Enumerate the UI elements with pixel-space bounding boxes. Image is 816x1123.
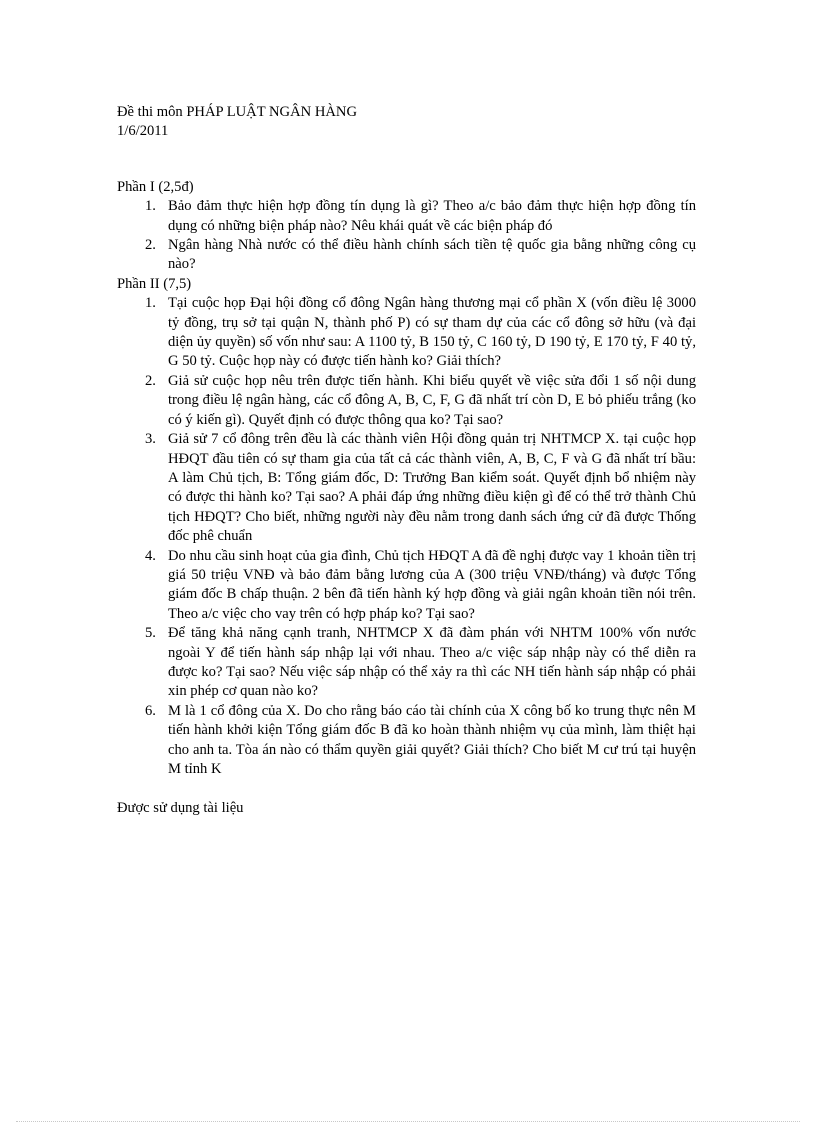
part-2-heading: Phần II (7,5): [117, 275, 192, 292]
spacer: [117, 779, 702, 799]
question-text: Giả sử cuộc họp nêu trên được tiến hành. Khi biểu quyết về việc sửa đổi 1 số nội dung trong điều lệ ngân hàng, các cổ đông A, B, C, F, G đã nhất trí còn D, E bỏ phiếu trắng (ko có ý kiến gì). Quyết định có được thông qua ko? Tại sao?: [168, 372, 696, 428]
part-2-question-list: [117, 294, 702, 779]
question-text: Tại cuộc họp Đại hội đồng cổ đông Ngân hàng thương mại cổ phần X (vốn điều lệ 3000 tỷ đồng, trụ sở tại quận N, thành phố P) có sự tham dự của các cổ đông sở hữu (và đại diện ủy quyền) số vốn như sau: A 1100 tỷ, B 150 tỷ, C 160 tỷ, D 190 tỷ, E 170 tỷ, F 40 tỷ, G 50 tỷ. Cuộc họp này có được tiến hành ko? Giải thích?: [168, 295, 696, 370]
question-text: Ngân hàng Nhà nước có thể điều hành chính sách tiền tệ quốc gia bằng những công cụ nào?: [168, 237, 696, 273]
question-item: [117, 702, 702, 780]
exam-title: Đề thi môn PHÁP LUẬT NGÂN HÀNG: [117, 104, 357, 120]
spacer: [117, 142, 702, 178]
exam-document: [117, 103, 702, 819]
exam-date: 1/6/2011: [117, 123, 169, 140]
part-1-section: [117, 178, 702, 275]
question-number: 5.: [145, 625, 156, 642]
question-item: [117, 197, 702, 236]
question-text: Giả sử 7 cổ đông trên đều là các thành viên Hội đồng quản trị NHTMCP X. tại cuộc họp HĐQT đầu tiên có sự tham gia của tất cả các thành viên, A, B, C, F và G đã nhất trí bầu: A làm Chủ tịch, B: Tổng giám đốc, D: Trưởng Ban kiểm soát. Quyết định bổ nhiệm này có được thi hành ko? Tại sao? A phải đáp ứng những điều kiện gì để có thể trở thành Chủ tịch HĐQT? Cho biết, những người này đều nằm trong danh sách ứng cử đã được Thống đốc phê chuẩn: [168, 431, 696, 545]
question-text: M là 1 cổ đông của X. Do cho rằng báo cáo tài chính của X công bố ko trung thực nên M tiến hành khởi kiện Tổng giám đốc B đã ko hoàn thành nhiệm vụ của mình, làm thiệt hại cho anh ta. Tòa án nào có thẩm quyền giải quyết? Giải thích? Cho biết M cư trú tại huyện M tỉnh K: [168, 702, 696, 777]
question-text: Để tăng khả năng cạnh tranh, NHTMCP X đã đàm phán với NHTM 100% vốn nước ngoài Y để tiến hành sáp nhập lại với nhau. Theo a/c việc sáp nhập này có thể diễn ra được ko? Tại sao? Nếu việc sáp nhập có thể xảy ra thì các NH tiến hành sáp nhập có phải xin phép cơ quan nào ko?: [168, 625, 696, 700]
question-text: Bảo đảm thực hiện hợp đồng tín dụng là gì? Theo a/c bảo đảm thực hiện hợp đồng tín dụng có những biện pháp nào? Nêu khái quát về các biện pháp đó: [168, 198, 696, 234]
question-item: [117, 430, 702, 546]
question-item: [117, 294, 702, 372]
question-number: 1.: [145, 198, 156, 215]
question-number: 2.: [145, 372, 156, 389]
question-item: [117, 236, 702, 275]
footer-note: Được sử dụng tài liệu: [117, 800, 244, 817]
question-number: 2.: [145, 237, 156, 254]
part-1-question-list: [117, 197, 702, 275]
question-item: [117, 624, 702, 702]
question-item: [117, 547, 702, 625]
page-bottom-border: [16, 1121, 800, 1122]
question-item: [117, 372, 702, 430]
part-1-heading: Phần I (2,5đ): [117, 178, 194, 195]
question-number: 6.: [145, 702, 156, 719]
question-number: 3.: [145, 431, 156, 448]
question-number: 1.: [145, 295, 156, 312]
question-text: Do nhu cầu sinh hoạt của gia đình, Chủ tịch HĐQT A đã đề nghị được vay 1 khoản tiền trị giá 50 triệu VNĐ và bảo đảm bằng lương của A (300 triệu VNĐ/tháng) và được Tổng giám đốc B chấp thuận. 2 bên đã tiến hành ký hợp đồng và giải ngân khoản tiền nói trên. Theo a/c việc cho vay trên có hợp pháp ko? Tại sao?: [168, 547, 696, 622]
part-2-section: [117, 275, 702, 780]
question-number: 4.: [145, 547, 156, 564]
